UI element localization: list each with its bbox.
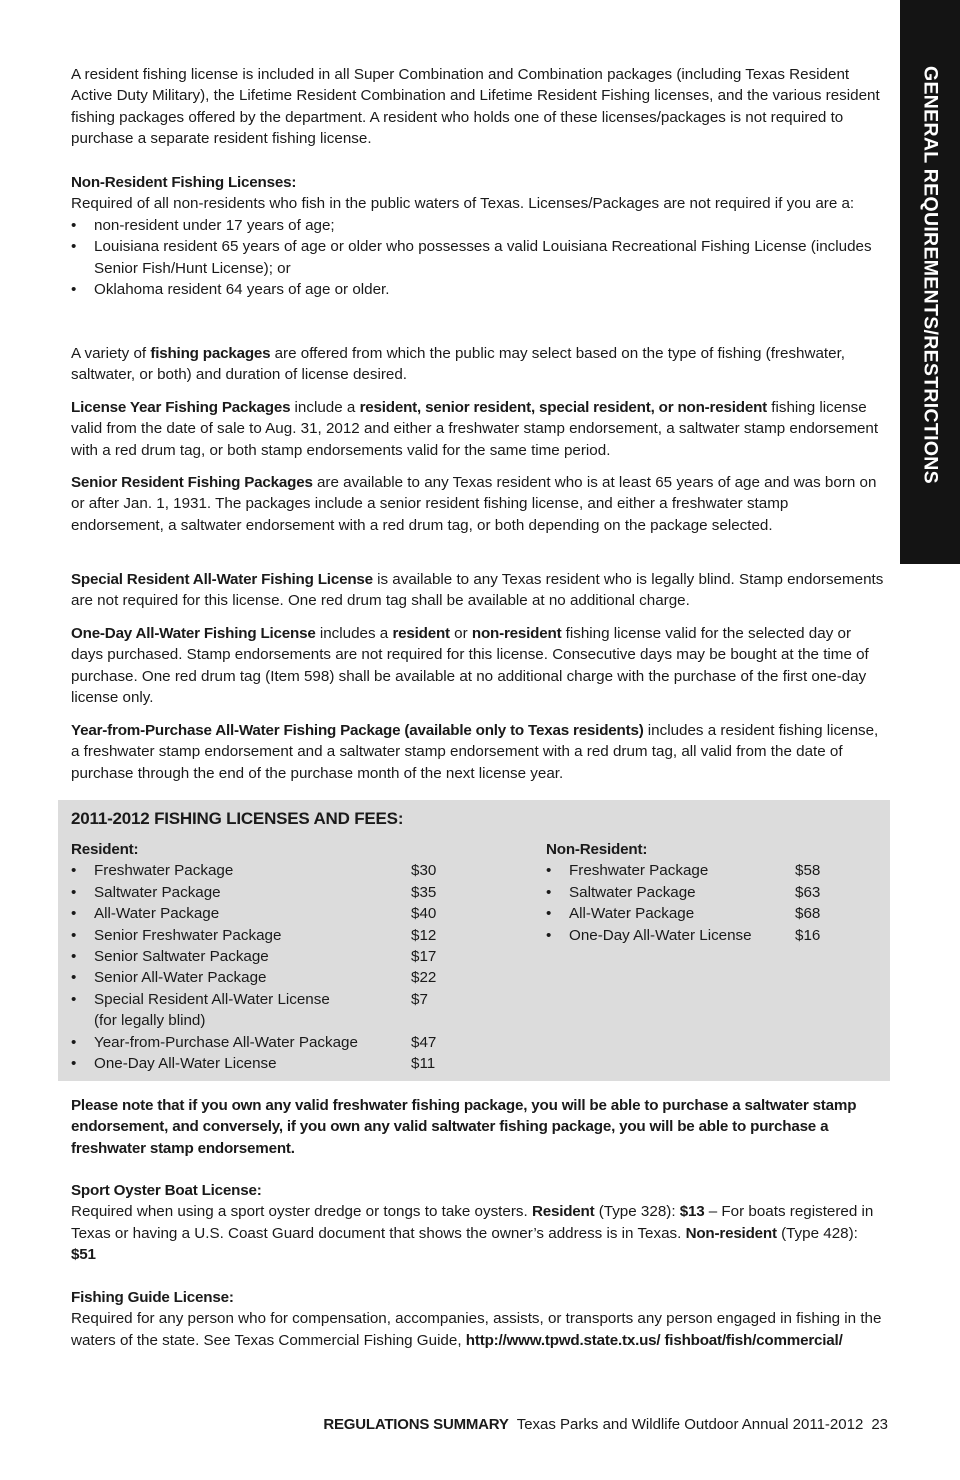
fee-name: All-Water Package bbox=[94, 905, 220, 923]
variety-paragraph bbox=[71, 343, 885, 386]
one-day-nonresident: non-resident bbox=[471, 625, 562, 642]
fee-name: Saltwater Package bbox=[94, 883, 221, 901]
one-day-paragraph bbox=[71, 623, 885, 709]
fee-row bbox=[546, 882, 846, 903]
variety-bold: fishing packages bbox=[150, 345, 271, 362]
nonresident-fees-column bbox=[546, 839, 846, 946]
intro-text: A resident fishing license is included in all Super Combination and Combination packages (including Texas Resident Active Duty Military), the Lifetime Resident Combination and Lifetime Resident Fishing licenses, and the various resident fishing packages offered by the department. A resident who holds one of these licenses/packages is not required to purchase a separate resident fishing license. bbox=[71, 66, 880, 148]
fees-box bbox=[58, 800, 890, 1081]
fee-row bbox=[71, 1032, 471, 1053]
fee-name: Special Resident All-Water License bbox=[94, 990, 330, 1008]
fee-price: $40 bbox=[411, 905, 437, 923]
intro-paragraph bbox=[71, 64, 885, 150]
fee-price: $16 bbox=[795, 926, 821, 944]
guide-url-link[interactable]: http://www.tpwd.state.tx.us/ fishboat/fish/commercial/ bbox=[465, 1331, 843, 1349]
license-year-text-1: include a bbox=[290, 399, 360, 416]
fee-row bbox=[71, 989, 471, 1032]
special-term: Special Resident All-Water Fishing License bbox=[71, 571, 373, 588]
section-sidebar-tab bbox=[900, 0, 960, 564]
stamp-note-text: Please note that if you own any valid freshwater fishing package, you will be able to purchase a saltwater stamp endorsement, and conversely, if you own any valid saltwater fishing package, you will be able to purchase a freshwater stamp endorsement. bbox=[71, 1097, 857, 1157]
year-from-purchase-paragraph bbox=[71, 720, 885, 784]
one-day-text-3: fishing license valid for the selected day or days purchased. Stamp endorsements are not required for this license. Consecutive days may be bought at the time of purchase. One red drum tag (Item 598) shall be available at no additional charge with the purchase of the first one-day license only. bbox=[71, 625, 869, 707]
nonresident-section bbox=[71, 172, 885, 300]
yfp-term: Year-from-Purchase All-Water Fishing Package (available only to Texas residents) bbox=[71, 722, 644, 739]
resident-fee-list bbox=[71, 860, 471, 1074]
section-sidebar-label: GENERAL REQUIREMENTS/RESTRICTIONS bbox=[919, 66, 942, 484]
stamp-note-paragraph bbox=[71, 1095, 885, 1159]
senior-paragraph bbox=[71, 472, 885, 536]
footer-publication: Texas Parks and Wildlife Outdoor Annual 2011-2012 bbox=[516, 1416, 864, 1433]
fee-row bbox=[71, 903, 471, 924]
special-resident-paragraph bbox=[71, 569, 885, 612]
senior-term: Senior Resident Fishing Packages bbox=[71, 474, 313, 491]
oyster-heading: Sport Oyster Boat License: bbox=[71, 1182, 262, 1199]
guide-section bbox=[71, 1287, 885, 1351]
oyster-text-2: (Type 328): bbox=[594, 1203, 680, 1221]
fee-row bbox=[546, 925, 846, 946]
oyster-text-3: – For boats registered in Texas or having a U.S. Coast Guard document that shows the owner’s address is in Texas. bbox=[71, 1203, 874, 1242]
fee-price: $63 bbox=[795, 883, 821, 901]
fee-price: $58 bbox=[795, 862, 821, 880]
list-item: • Louisiana resident 65 years of age or older who possesses a valid Louisiana Recreational Fishing License (includes Senior Fish/Hunt License); or bbox=[71, 236, 885, 279]
resident-heading: Resident: bbox=[71, 841, 139, 858]
fee-name: Freshwater Package bbox=[569, 862, 709, 880]
fee-row bbox=[71, 882, 471, 903]
page-footer bbox=[323, 1416, 888, 1433]
fee-row bbox=[71, 1053, 471, 1074]
one-day-text-1: includes a bbox=[315, 625, 393, 642]
fee-price: $17 bbox=[411, 948, 437, 966]
fee-name: All-Water Package bbox=[569, 905, 695, 923]
license-year-types: resident, senior resident, special resident, or non-resident bbox=[359, 399, 768, 416]
fee-row bbox=[71, 925, 471, 946]
variety-pre: A variety of bbox=[71, 345, 151, 362]
fee-row bbox=[71, 967, 471, 988]
fee-name: Year-from-Purchase All-Water Package bbox=[94, 1033, 358, 1051]
footer-section: REGULATIONS SUMMARY bbox=[323, 1416, 509, 1433]
oyster-section bbox=[71, 1180, 885, 1266]
yfp-text: includes a resident fishing license, a freshwater stamp endorsement and a saltwater stamp endorsement with a red drum tag, all valid from the date of purchase through the end of the purchase month of the next license year. bbox=[71, 722, 879, 782]
fee-name: Freshwater Package bbox=[94, 862, 234, 880]
fee-row bbox=[71, 946, 471, 967]
fee-name: Senior Saltwater Package bbox=[94, 948, 269, 966]
license-year-paragraph bbox=[71, 397, 885, 461]
fee-price: $11 bbox=[411, 1055, 436, 1073]
nonresident-fee-list bbox=[546, 860, 846, 946]
nonresident-text: Required of all non-residents who fish in the public waters of Texas. Licenses/Packages are not required if you are a: bbox=[71, 195, 855, 213]
license-year-text-2: fishing license valid from the date of sale to Aug. 31, 2012 and either a freshwater stamp endorsement, a saltwater stamp endorsement with a red drum tag, or both stamp endorsements valid for the same time period. bbox=[71, 399, 879, 459]
special-text: is available to any Texas resident who is legally blind. Stamp endorsements are not required for this license. One red drum tag shall be available at no additional charge. bbox=[71, 571, 884, 610]
license-year-term: License Year Fishing Packages bbox=[71, 399, 291, 416]
oyster-text-4: (Type 428): bbox=[776, 1224, 858, 1242]
senior-text: are available to any Texas resident who is at least 65 years of age and was born on or after Jan. 1, 1931. The packages include a senior resident fishing license, and either a freshwater stamp endorsement, a saltwater endorsement with a red drum tag, or both depending on the package selected. bbox=[71, 474, 877, 534]
fee-name: Senior All-Water Package bbox=[94, 969, 267, 987]
oyster-nonresident-label: Non-resident bbox=[685, 1224, 777, 1242]
variety-post: are offered from which the public may select based on the type of fishing (freshwater, saltwater, or both) and duration of license desired. bbox=[71, 345, 846, 384]
nonresident-heading: Non-Resident Fishing Licenses: bbox=[71, 174, 297, 191]
oyster-resident-price: $13 bbox=[679, 1203, 705, 1221]
fee-price: $22 bbox=[411, 969, 437, 987]
fee-price: $30 bbox=[411, 862, 437, 880]
oyster-text-1: Required when using a sport oyster dredge or tongs to take oysters. bbox=[71, 1203, 532, 1221]
nonresident-heading: Non-Resident: bbox=[546, 841, 648, 858]
fee-price: $12 bbox=[411, 926, 437, 944]
fee-row bbox=[546, 860, 846, 881]
fee-name: One-Day All-Water License bbox=[569, 926, 752, 944]
one-day-resident: resident bbox=[392, 625, 450, 642]
fee-name: One-Day All-Water License bbox=[94, 1055, 277, 1073]
fees-title: 2011-2012 FISHING LICENSES AND FEES: bbox=[71, 809, 404, 828]
list-item: • non-resident under 17 years of age; bbox=[71, 215, 885, 236]
fee-price: $47 bbox=[411, 1033, 437, 1051]
fee-name: Senior Freshwater Package bbox=[94, 926, 282, 944]
guide-heading: Fishing Guide License: bbox=[71, 1289, 234, 1306]
fee-name: Saltwater Package bbox=[569, 883, 696, 901]
fee-note: (for legally blind) bbox=[94, 1012, 206, 1030]
fee-row bbox=[71, 860, 471, 881]
oyster-resident-label: Resident bbox=[531, 1203, 595, 1221]
one-day-term: One-Day All-Water Fishing License bbox=[71, 625, 316, 642]
resident-fees-column bbox=[71, 839, 471, 1074]
guide-text: Required for any person who for compensation, accompanies, assists, or transports any person engaged in fishing in the waters of the state. See Texas Commercial Fishing Guide, bbox=[71, 1310, 882, 1349]
one-day-text-2: or bbox=[449, 625, 472, 642]
fee-price: $68 bbox=[795, 905, 821, 923]
page-number: 23 bbox=[871, 1416, 888, 1433]
oyster-nonresident-price: $51 bbox=[71, 1246, 96, 1264]
fee-price: $7 bbox=[411, 990, 428, 1008]
list-item: • Oklahoma resident 64 years of age or older. bbox=[71, 279, 885, 300]
nonresident-exemption-list bbox=[71, 215, 885, 301]
fee-row bbox=[546, 903, 846, 924]
fee-price: $35 bbox=[411, 883, 437, 901]
